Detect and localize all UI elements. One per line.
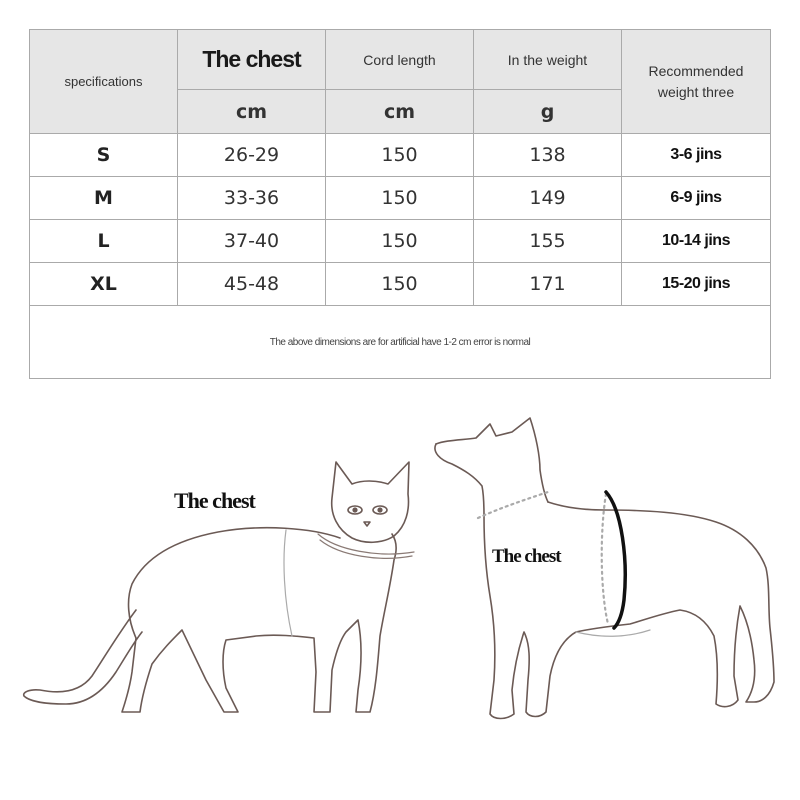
cord-cell: 150 <box>326 263 474 306</box>
unit-cord-length: cm <box>326 90 474 134</box>
chest-cell: 45-48 <box>178 263 326 306</box>
weight-cell: 138 <box>474 134 622 177</box>
header-chest: The chest <box>178 30 326 90</box>
weight-cell: 171 <box>474 263 622 306</box>
dog-chest-label: The chest <box>492 546 561 567</box>
recommended-cell: 10-14 jins <box>622 220 771 263</box>
header-recommended-weight <box>622 30 771 134</box>
unit-chest: cm <box>178 90 326 134</box>
size-cell: L <box>30 220 178 263</box>
note-row <box>30 306 771 379</box>
cord-cell: 150 <box>326 134 474 177</box>
size-cell: S <box>30 134 178 177</box>
header-weight: In the weight <box>474 30 622 90</box>
table-row-xl <box>30 263 771 306</box>
cord-cell: 150 <box>326 220 474 263</box>
chest-cell: 37-40 <box>178 220 326 263</box>
size-cell: M <box>30 177 178 220</box>
recommended-cell: 6-9 jins <box>622 177 771 220</box>
table-row-l <box>30 220 771 263</box>
recommended-cell: 15-20 jins <box>622 263 771 306</box>
header-specifications: specifications <box>30 30 178 134</box>
weight-cell: 155 <box>474 220 622 263</box>
table-row-s <box>30 134 771 177</box>
table-note: The above dimensions are for artificial have 1-2 cm error is normal <box>30 306 771 379</box>
pet-measurement-illustration <box>0 390 800 800</box>
size-chart-table <box>29 29 771 379</box>
table-row-m <box>30 177 771 220</box>
cord-cell: 150 <box>326 177 474 220</box>
chest-cell: 33-36 <box>178 177 326 220</box>
weight-cell: 149 <box>474 177 622 220</box>
unit-weight: g <box>474 90 622 134</box>
recommended-cell: 3-6 jins <box>622 134 771 177</box>
size-cell: XL <box>30 263 178 306</box>
header-recommended-line1: Recommended <box>648 62 744 79</box>
cat-chest-label: The chest <box>174 488 255 513</box>
chest-cell: 26-29 <box>178 134 326 177</box>
header-recommended-line2: weight three <box>657 83 735 100</box>
header-row <box>30 30 771 90</box>
dog-drawing <box>435 418 774 719</box>
header-cord-length: Cord length <box>326 30 474 90</box>
